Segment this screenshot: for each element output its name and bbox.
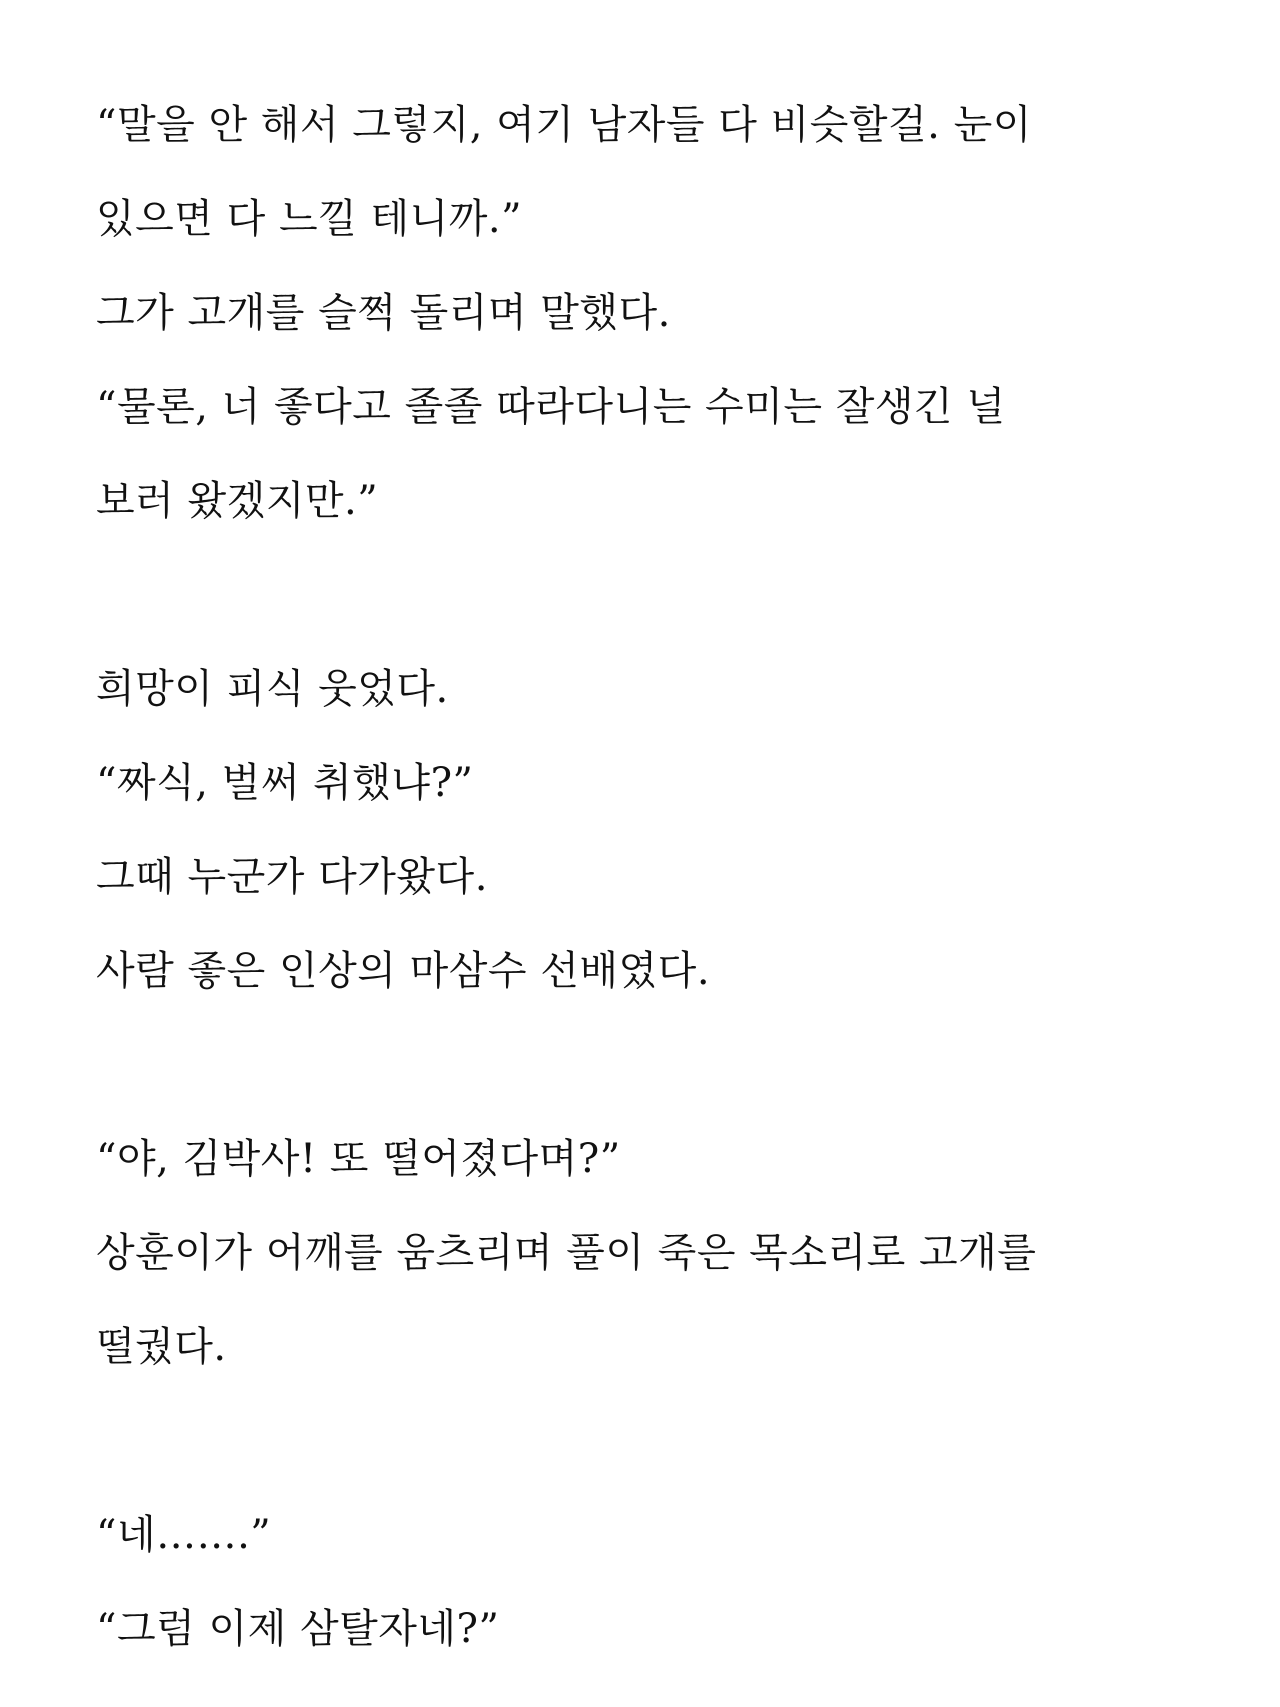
text-line: 떨궜다.: [96, 1324, 227, 1370]
text-line: 그때 누군가 다가왔다.: [96, 854, 488, 900]
text-line: 사람 좋은 인상의 마삼수 선배였다.: [96, 948, 711, 994]
text-line: 보러 왔겠지만.”: [96, 478, 379, 524]
text-line: 희망이 피식 웃었다.: [96, 666, 449, 712]
text-line: “말을 안 해서 그렇지, 여기 남자들 다 비슷할걸. 눈이: [96, 102, 1032, 148]
story-text: [96, 78, 1216, 1676]
text-line: “야, 김박사! 또 떨어졌다며?”: [96, 1136, 621, 1182]
text-line: 상훈이가 어깨를 움츠리며 풀이 죽은 목소리로 고개를: [96, 1230, 1037, 1276]
text-line: 그가 고개를 슬쩍 돌리며 말했다.: [96, 290, 671, 336]
text-line: “짜식, 벌써 취했냐?”: [96, 760, 474, 806]
paragraph-gap: [96, 1018, 1216, 1112]
text-line: “그럼 이제 삼탈자네?”: [96, 1606, 500, 1652]
text-line: “네…….”: [96, 1512, 272, 1558]
paragraph-gap: [96, 548, 1216, 642]
text-line: 있으면 다 느낄 테니까.”: [96, 196, 523, 242]
paragraph-gap: [96, 1394, 1216, 1488]
text-line: “물론, 너 좋다고 졸졸 따라다니는 수미는 잘생긴 널: [96, 384, 1006, 430]
